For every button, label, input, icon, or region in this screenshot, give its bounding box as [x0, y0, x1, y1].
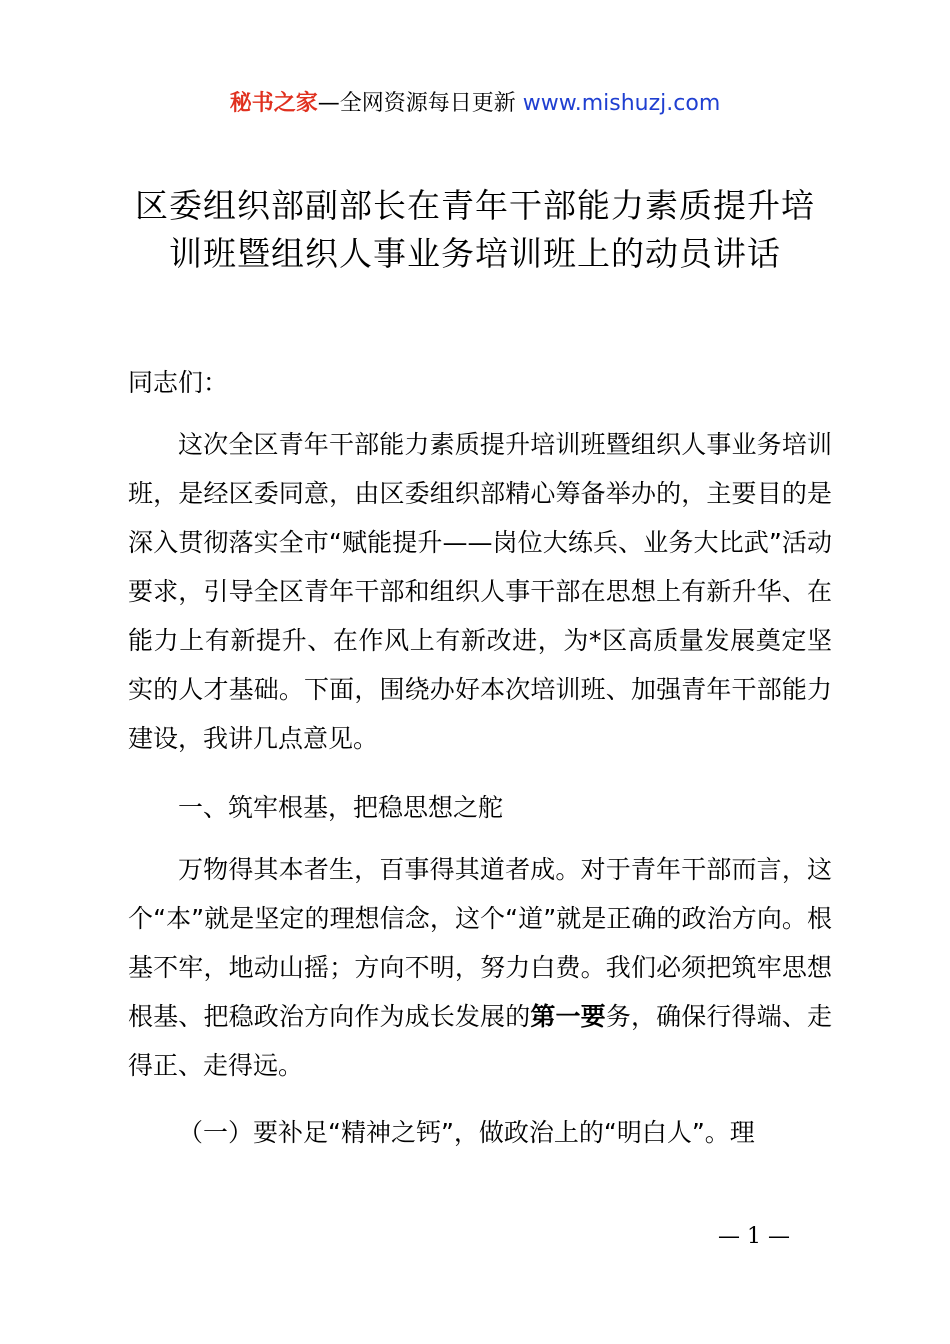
- section-heading-1-block: [128, 783, 832, 832]
- site-url-link[interactable]: www.mishuzj.com: [522, 91, 721, 116]
- salutation-block: [128, 358, 832, 407]
- paragraph-3-block: [128, 1108, 832, 1157]
- paragraph-1-block: [128, 420, 832, 763]
- paragraph-1: 这次全区青年干部能力素质提升培训班暨组织人事业务培训班，是经区委同意，由区委组织部精心筹备举办的，主要目的是深入贯彻落实全市“赋能提升——岗位大练兵、业务大比武”活动要求，引导全区青年干部和组织人事干部在思想上有新升华、在能力上有新提升、在作风上有新改进，为*区高质量发展奠定坚实的人才基础。下面，围绕办好本次培训班、加强青年干部能力建设，我讲几点意见。: [128, 430, 832, 753]
- paragraph-2-text-start: 万物得其本者生，百事得其道者成。对于青年干部而言，这个“本”就是坚定的理想信念，这个“道”就是正确的政治方向。根基不牢，地动山摇；方向不明，努力白费。我们必须把筑牢思想根基、把稳政治方向作为成长发展的: [128, 855, 832, 1031]
- salutation: 同志们：: [128, 368, 229, 397]
- paragraph-3: （一）要补足“精神之钙”，做政治上的“明白人”。理: [178, 1118, 755, 1147]
- paragraph-2-bold-text: 第一要: [530, 1002, 606, 1031]
- paragraph-2-block: [128, 845, 832, 1090]
- title-line-1: 区委组织部副部长在青年干部能力素质提升培: [135, 186, 815, 225]
- page-number: — 1 —: [718, 1224, 790, 1249]
- brand-name: 秘书之家: [229, 91, 318, 116]
- site-banner: [0, 88, 950, 120]
- section-heading-1: 一、筑牢根基，把稳思想之舵: [178, 793, 504, 822]
- paragraph-2-text-end: 务，确保行得端、走得正、走得远。: [128, 1002, 832, 1080]
- document-title: [100, 182, 850, 278]
- title-line-2: 训班暨组织人事业务培训班上的动员讲话: [169, 234, 781, 273]
- banner-tagline: —全网资源每日更新: [317, 91, 516, 116]
- paragraph-2: [128, 845, 832, 1090]
